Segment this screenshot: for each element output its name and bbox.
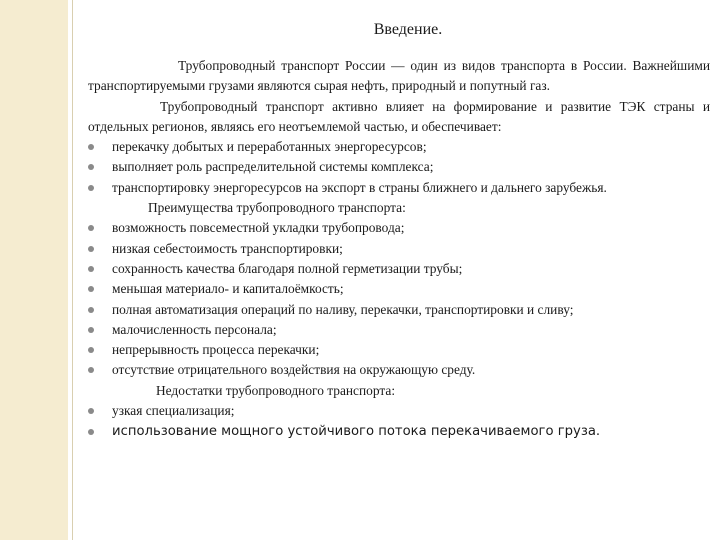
bullet-icon — [88, 367, 94, 373]
advantages-list — [88, 218, 710, 380]
bullet-icon — [88, 408, 94, 414]
page-title: Введение. — [373, 21, 443, 38]
list-item: узкая специализация; — [88, 401, 710, 421]
sidebar-divider — [72, 0, 73, 540]
list-item: сохранность качества благодаря полной герметизации трубы; — [88, 259, 710, 279]
bullet-icon — [88, 144, 94, 150]
bullet-icon — [88, 327, 94, 333]
bullet-icon — [88, 246, 94, 252]
disadvantages-list — [88, 401, 710, 443]
bullet-icon — [88, 429, 94, 435]
list-item: возможность повсеместной укладки трубопровода; — [88, 218, 710, 238]
list-item: использование мощного устойчивого потока перекачиваемого груза. — [88, 421, 710, 443]
bullet-icon — [88, 225, 94, 231]
bullet-icon — [88, 307, 94, 313]
list-item: выполняет роль распределительной системы комплекса; — [88, 157, 710, 177]
list-item: перекачку добытых и переработанных энергоресурсов; — [88, 137, 710, 157]
list-item: полная автоматизация операций по наливу, перекачки, транспортировки и сливу; — [88, 300, 710, 320]
slide-content — [88, 0, 710, 540]
list-item: непрерывность процесса перекачки; — [88, 340, 710, 360]
list-item: меньшая материало- и капиталоёмкость; — [88, 279, 710, 299]
bullet-icon — [88, 347, 94, 353]
intro-paragraph-1: Трубопроводный транспорт России — один из видов транспорта в России. Важнейшими транспортируемыми грузами являются сырая нефть, природный и попутный газ. — [88, 58, 710, 94]
bullet-icon — [88, 286, 94, 292]
bullet-icon — [88, 266, 94, 272]
list-item: низкая себестоимость транспортировки; — [88, 239, 710, 259]
bullet-icon — [88, 164, 94, 170]
slide-body — [88, 56, 710, 443]
disadvantages-heading: Недостатки трубопроводного транспорта: — [156, 382, 396, 398]
advantages-heading: Преимущества трубопроводного транспорта: — [148, 200, 406, 216]
intro-paragraph-2: Трубопроводный транспорт активно влияет на формирование и развитие ТЭК страны и отдельных регионов, являясь его неотъемлемой частью, и обеспечивает: — [88, 98, 710, 134]
list-item: малочисленность персонала; — [88, 320, 710, 340]
list-item: отсутствие отрицательного воздействия на окружающую среду. — [88, 360, 710, 380]
list-item: транспортировку энергоресурсов на экспорт в страны ближнего и дальнего зарубежья. — [88, 178, 710, 198]
bullet-icon — [88, 185, 94, 191]
slide-sidebar-band — [0, 0, 68, 540]
provides-list — [88, 137, 710, 198]
